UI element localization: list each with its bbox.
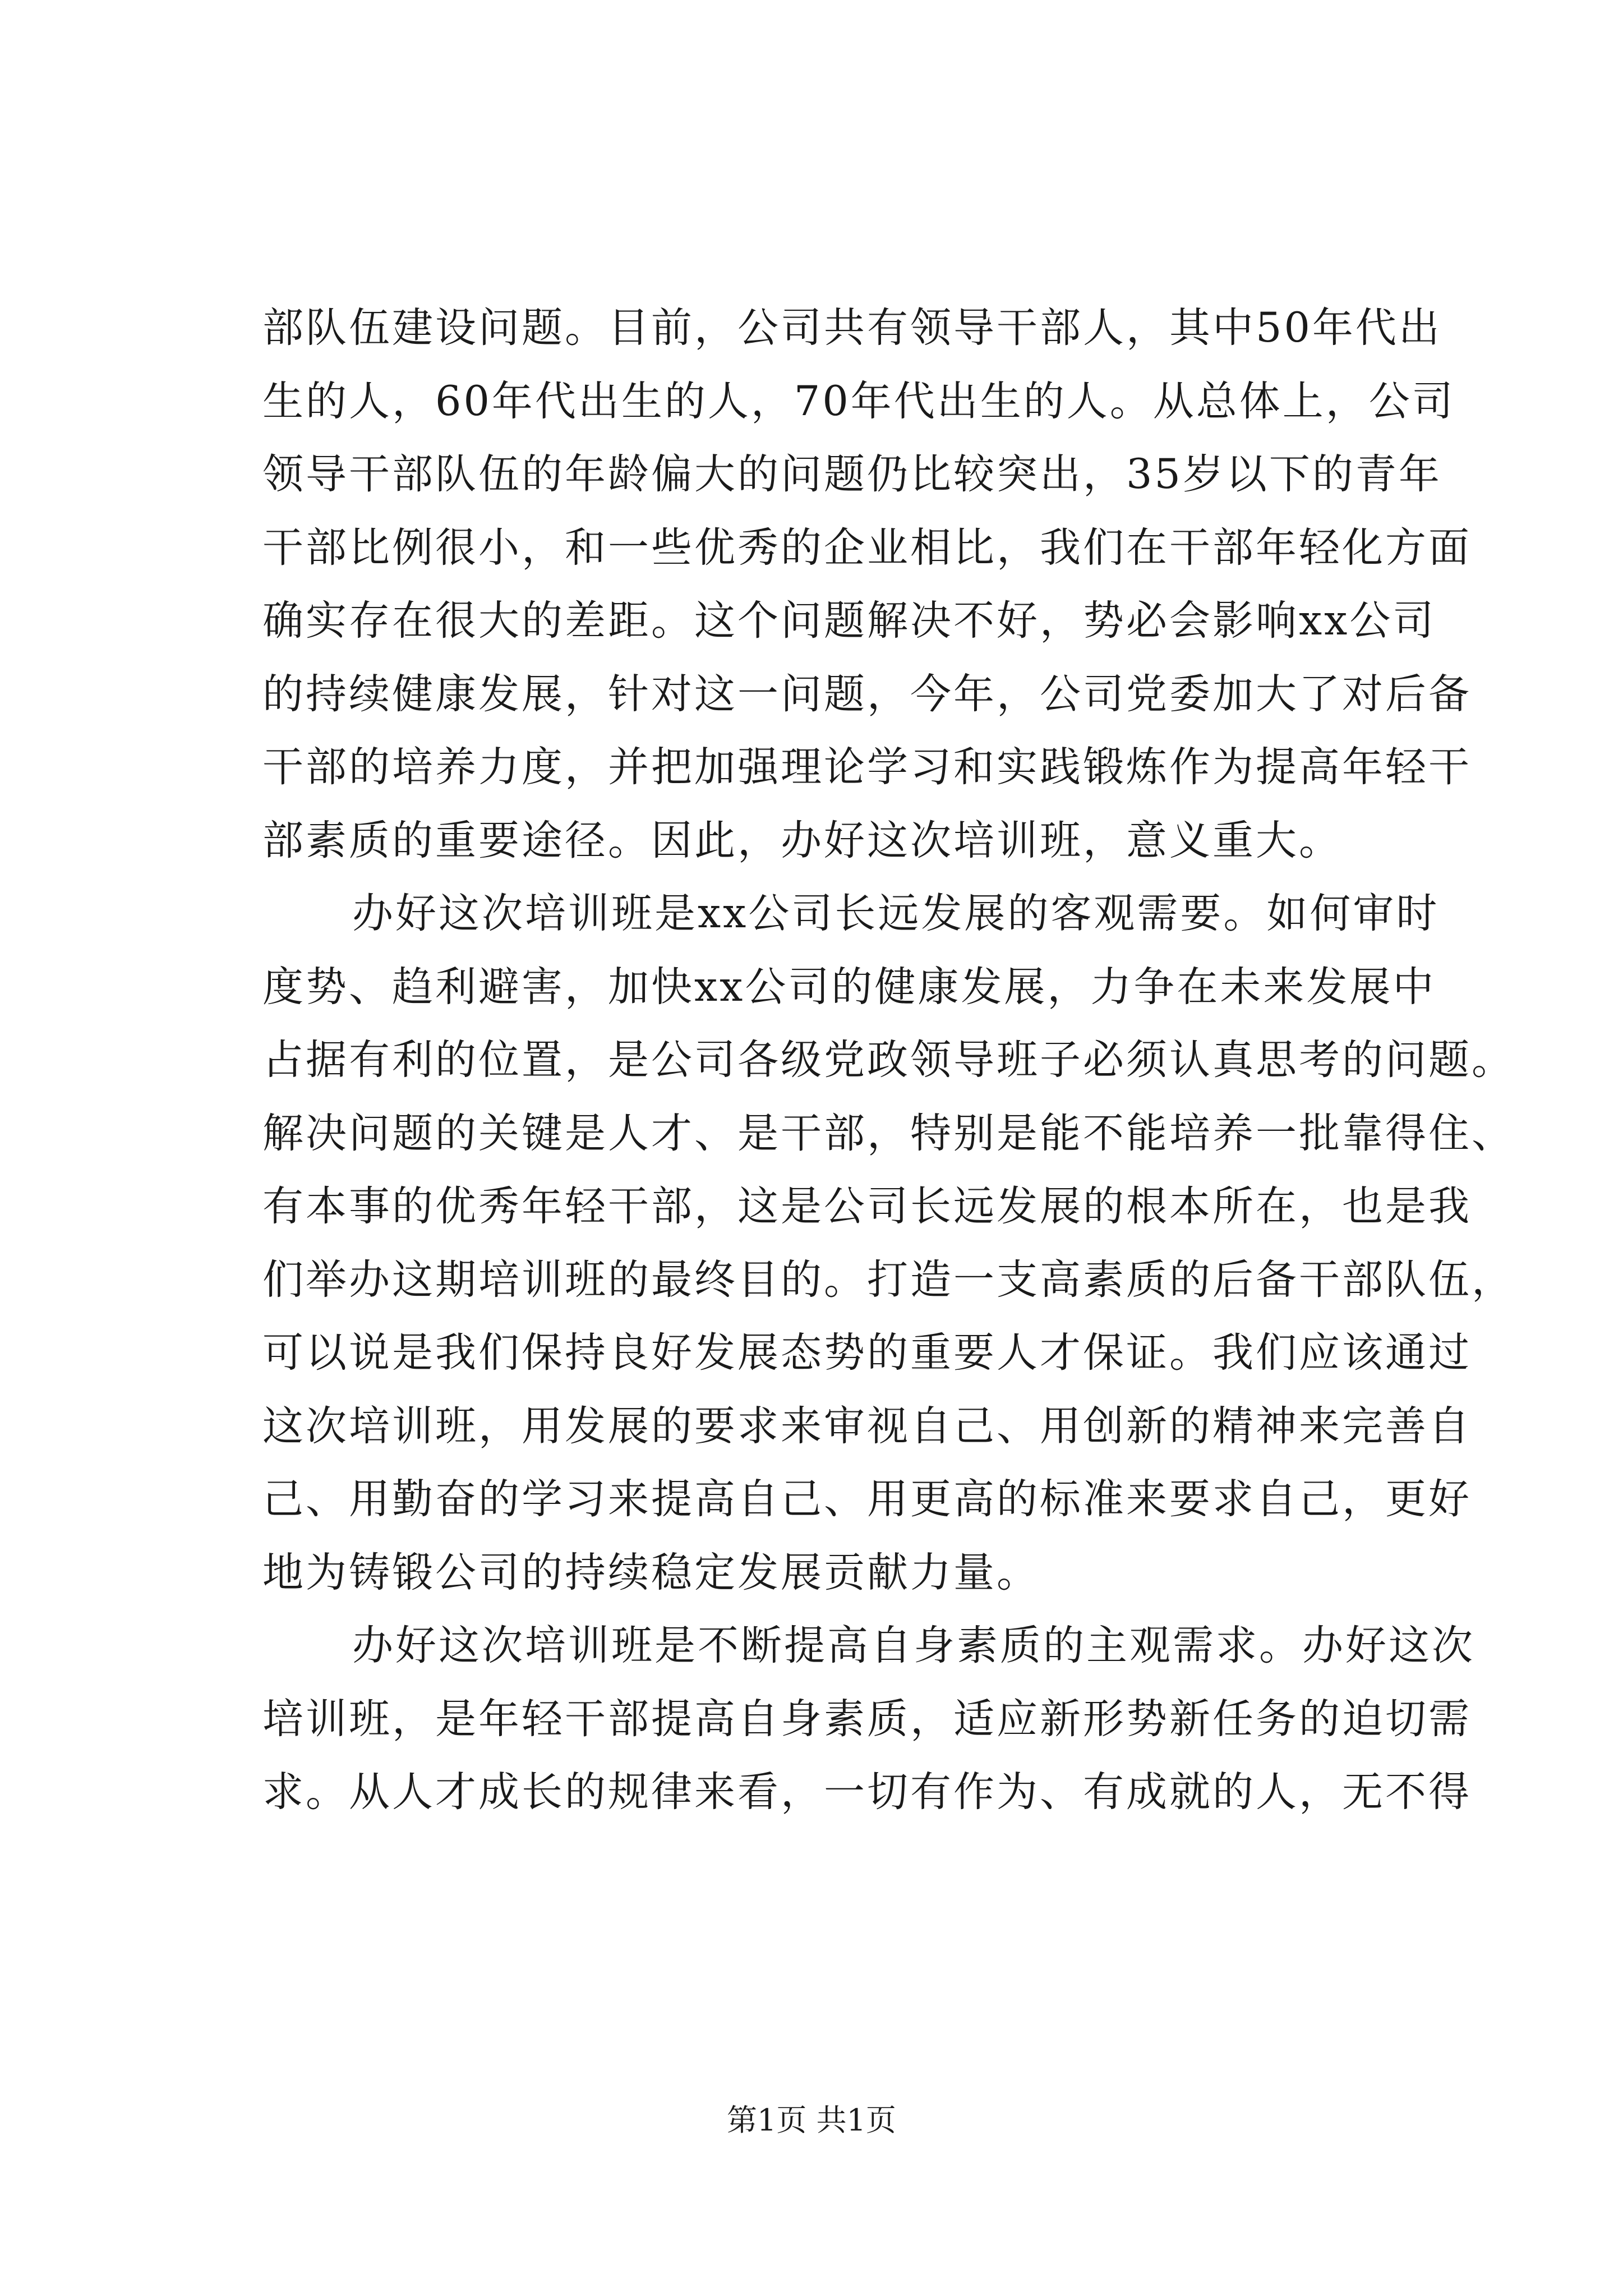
text-line: 干部比例很小，和一些优秀的企业相比，我们在干部年轻化方面	[262, 523, 1472, 572]
text-line: 确实存在很大的差距。这个问题解决不好，势必会影响xx公司	[262, 597, 1436, 645]
text-line: 度势、趋利避害，加快xx公司的健康发展，力争在未来发展中	[262, 963, 1436, 1011]
text-line: 部队伍建设问题。目前，公司共有领导干部人，其中50年代出	[262, 304, 1442, 352]
text-line: 这次培训班，用发展的要求来审视自己、用创新的精神来完善自	[262, 1402, 1472, 1450]
text-line: 己、用勤奋的学习来提高自己、用更高的标准来要求自己，更好	[262, 1475, 1472, 1523]
text-line: 培训班，是年轻干部提高自身素质，适应新形势新任务的迫切需	[262, 1695, 1472, 1743]
page-number-label: 第1页 共1页	[727, 2102, 896, 2138]
text-line: 领导干部队伍的年龄偏大的问题仍比较突出，35岁以下的青年	[262, 450, 1442, 498]
text-line: 可以说是我们保持良好发展态势的重要人才保证。我们应该通过	[262, 1329, 1472, 1377]
text-line: 求。从人才成长的规律来看，一切有作为、有成就的人，无不得	[262, 1768, 1472, 1816]
text-line: 们举办这期培训班的最终目的。打造一支高素质的后备干部队伍，	[262, 1255, 1515, 1304]
text-line-indented: 办好这次培训班是xx公司长远发展的客观需要。如何审时	[352, 890, 1440, 937]
text-line: 部素质的重要途径。因此，办好这次培训班，意义重大。	[262, 816, 1342, 864]
text-line: 干部的培养力度，并把加强理论学习和实践锻炼作为提高年轻干	[262, 743, 1472, 791]
text-line: 占据有利的位置，是公司各级党政领导班子必须认真思考的问题。	[262, 1036, 1515, 1084]
body-text	[262, 292, 1515, 1829]
text-line-indented: 办好这次培训班是不断提高自身素质的主观需求。办好这次	[352, 1622, 1475, 1669]
text-line: 有本事的优秀年轻干部，这是公司长远发展的根本所在，也是我	[262, 1182, 1472, 1230]
page-footer	[0, 2101, 1623, 2140]
text-line: 解决问题的关键是人才、是干部，特别是能不能培养一批靠得住、	[262, 1109, 1515, 1157]
text-line: 的持续健康发展，针对这一问题，今年，公司党委加大了对后备	[262, 670, 1472, 718]
text-line: 地为铸锻公司的持续稳定发展贡献力量。	[262, 1548, 1040, 1596]
text-line: 生的人，60年代出生的人，70年代出生的人。从总体上，公司	[262, 377, 1455, 425]
